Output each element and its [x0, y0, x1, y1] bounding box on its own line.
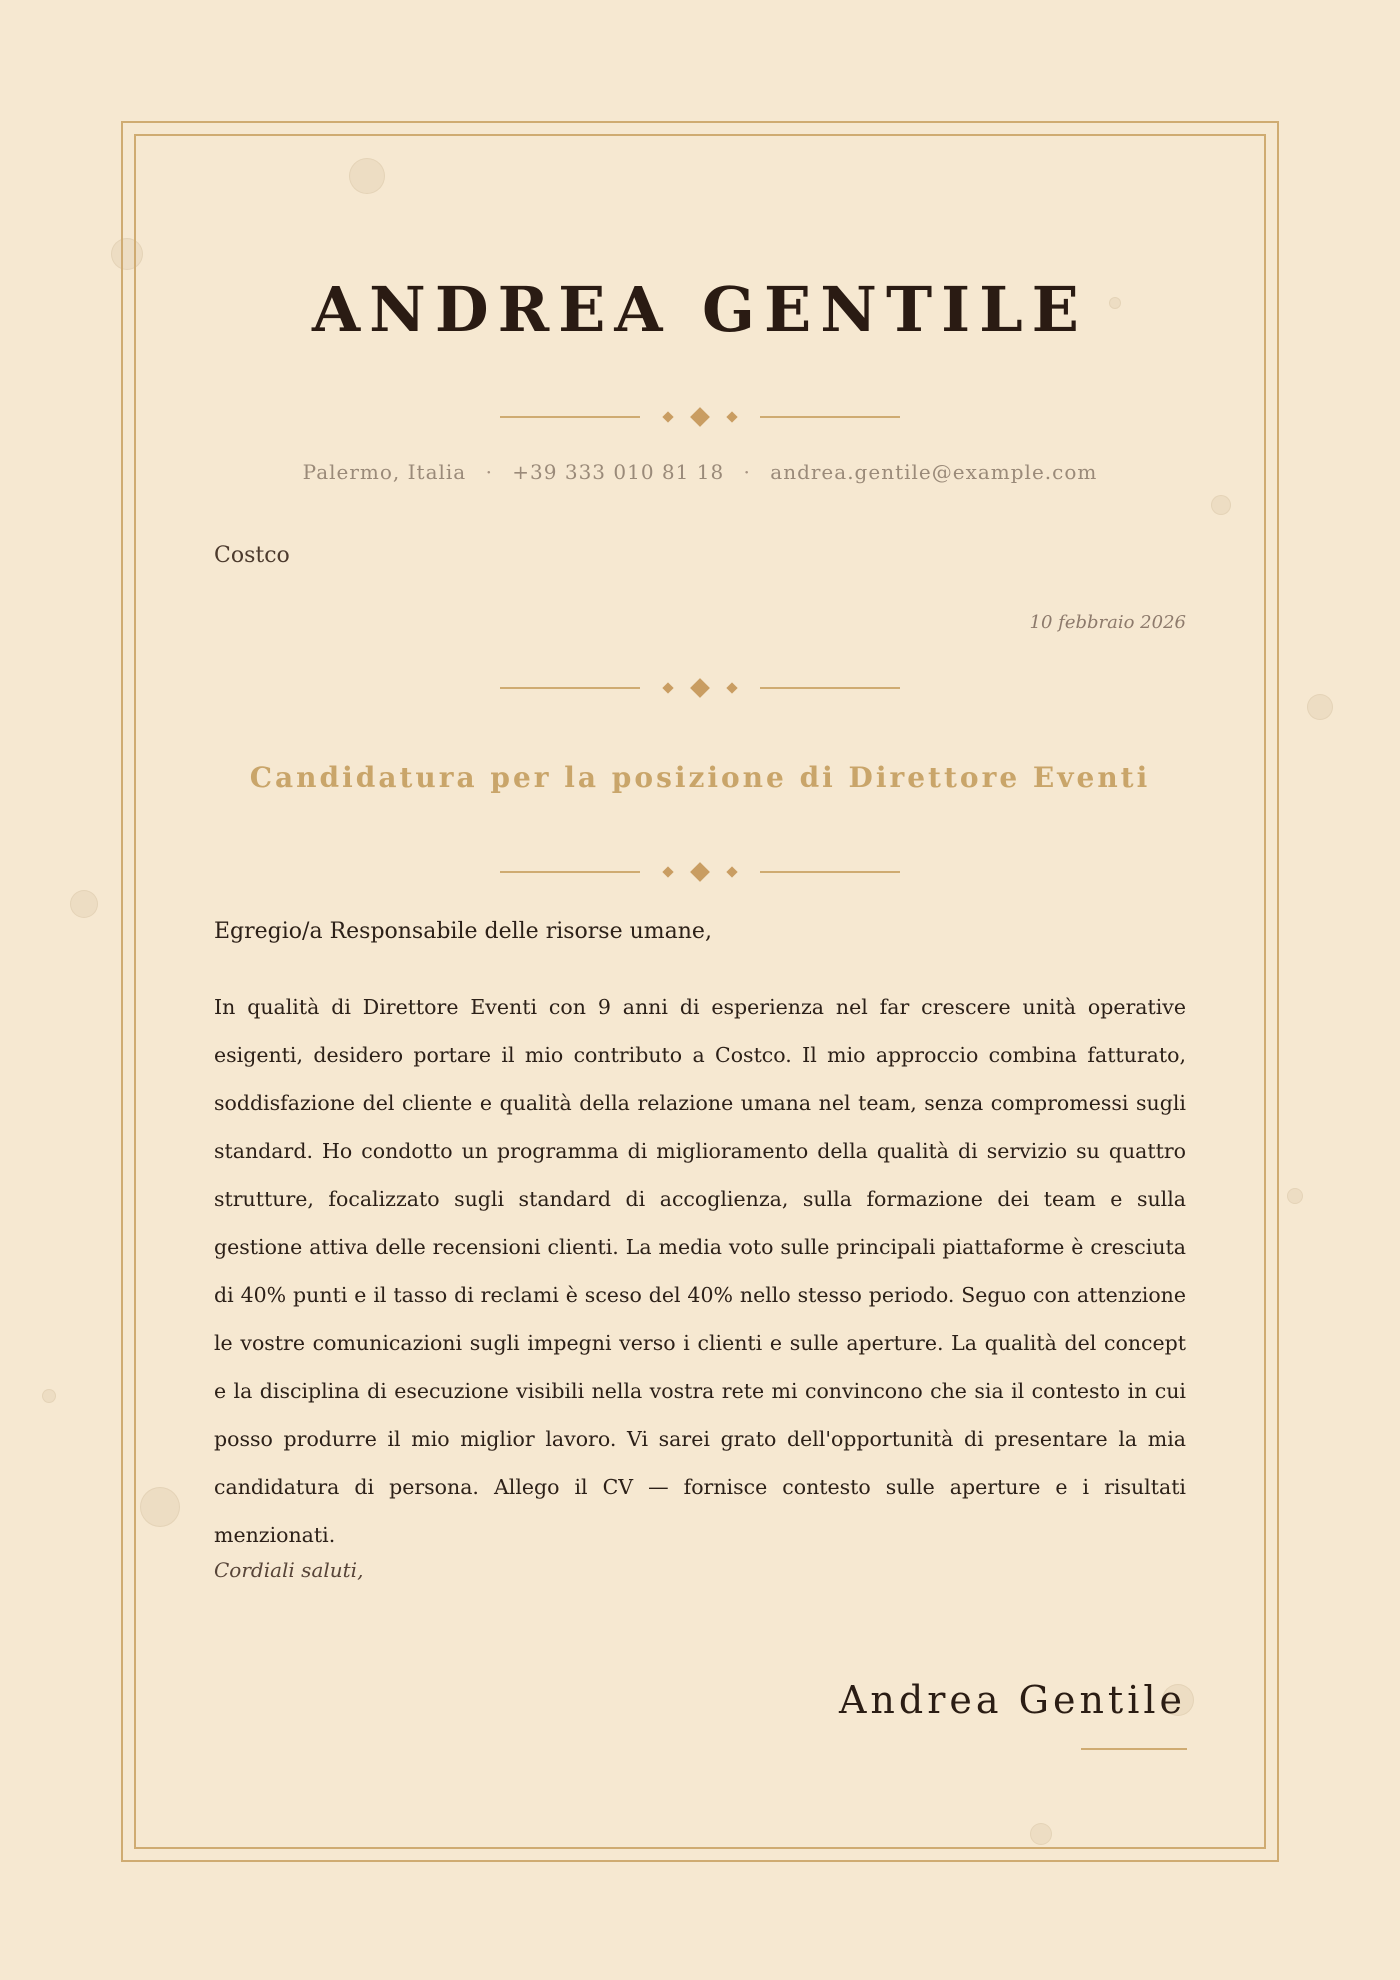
letter-body: In qualità di Direttore Eventi con 9 anni di esperienza nel far crescere unità operative esigenti, desidero portare il mio contributo a Costco. Il mio approccio combina fatturato, soddisfazione del cliente e qualità della relazione umana nel team, senza compromessi sugli standard. Ho condotto un programma di miglioramento della qualità di servizio su quattro strutture, focalizzato sugli standard di accoglienza, sulla formazione dei team e sulla gestione attiva delle recensioni clienti. La media voto sulle principali piattaforme è cresciuta di 40% punti e il tasso di reclami è sceso del 40% nello stesso periodo. Seguo con attenzione le vostre comunicazioni sugli impegni verso i clienti e sulle aperture. La qualità del concept e la disciplina di esecuzione visibili nella vostra rete mi convincono che sia il contesto in cui posso produrre il mio miglior lavoro. Vi sarei grato dell'opportunità di presentare la mia candidatura di persona. Allego il CV — fornisce contesto sulle aperture e i risultati menzionati.: [214, 995, 1186, 1547]
contact-line: [170, 458, 1230, 486]
contact-phone: +39 333 010 81 18: [512, 460, 725, 484]
diamond-ornament-icon: [690, 862, 710, 882]
letter-closing: Cordiali saluti,: [214, 1558, 364, 1582]
signature-name: Andrea Gentile: [838, 1678, 1186, 1722]
diamond-ornament-icon: [726, 682, 737, 693]
diamond-ornament-icon: [690, 678, 710, 698]
contact-separator: ·: [743, 460, 751, 484]
diamond-ornament-icon: [726, 866, 737, 877]
applicant-name-heading: ANDREA GENTILE: [312, 273, 1088, 346]
letter-date: 10 febbraio 2026: [1029, 612, 1186, 633]
diamond-ornament-icon: [662, 866, 673, 877]
letter-subject: Candidatura per la posizione di Direttore Eventi: [249, 761, 1151, 794]
signature-underline: [1081, 1748, 1187, 1750]
divider-line-right: [760, 687, 900, 689]
background-dot: [1287, 1188, 1303, 1204]
contact-separator: ·: [485, 460, 493, 484]
diamond-ornament-icon: [662, 682, 673, 693]
divider-line-left: [500, 416, 640, 418]
divider-line-right: [760, 871, 900, 873]
background-dot: [70, 890, 98, 918]
ornamental-divider-top: [500, 405, 900, 429]
background-dot: [42, 1389, 56, 1403]
diamond-ornament-icon: [726, 411, 737, 422]
ornamental-divider-middle: [500, 676, 900, 700]
divider-line-left: [500, 871, 640, 873]
divider-line-right: [760, 416, 900, 418]
diamond-ornament-icon: [662, 411, 673, 422]
diamond-ornament-icon: [690, 407, 710, 427]
background-dot: [1307, 694, 1333, 720]
contact-email: andrea.gentile@example.com: [770, 460, 1098, 484]
contact-city: Palermo, Italia: [302, 460, 467, 484]
ornamental-divider-bottom: [500, 860, 900, 884]
recipient-company: Costco: [214, 543, 290, 568]
letter-greeting: Egregio/a Responsabile delle risorse umane,: [214, 919, 712, 944]
divider-line-left: [500, 687, 640, 689]
